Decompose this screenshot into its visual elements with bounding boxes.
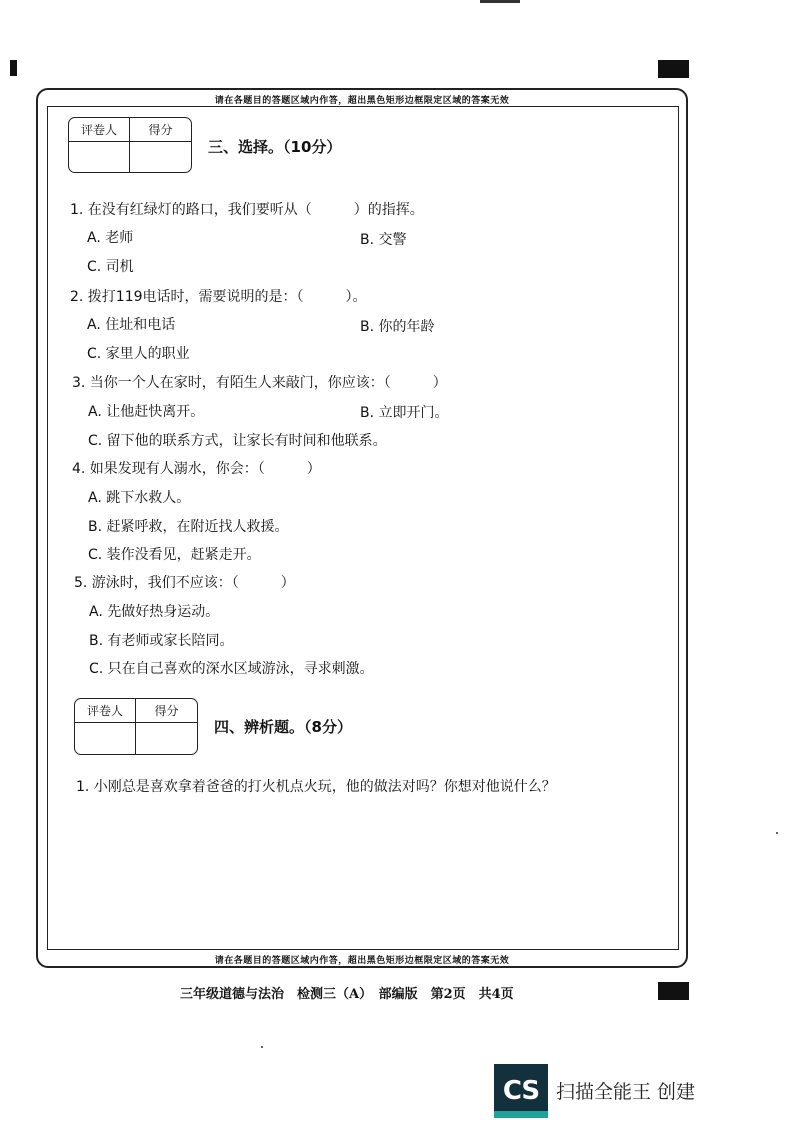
- question-1-stem: 1. 在没有红绿灯的路口，我们要听从（ ）的指挥。: [70, 202, 424, 218]
- scan-dot: [261, 1046, 263, 1048]
- question-1-option-a[interactable]: A. 老师: [87, 230, 134, 246]
- question-2-option-b[interactable]: B. 你的年龄: [360, 319, 435, 335]
- question-4-option-b[interactable]: B. 赶紧呼救，在附近找人救援。: [88, 519, 289, 535]
- question-3-option-c[interactable]: C. 留下他的联系方式，让家长有时间和他联系。: [88, 433, 387, 449]
- answer-area-notice-bottom: 请在各题目的答题区域内作答，超出黑色矩形边框限定区域的答案无效: [214, 956, 510, 966]
- camscanner-logo: [494, 1064, 548, 1118]
- question-5-stem: 5. 游泳时，我们不应该：（ ）: [74, 575, 295, 591]
- question-4-option-a[interactable]: A. 跳下水救人。: [88, 490, 191, 506]
- scan-edge-fragment: [480, 0, 520, 3]
- question-1-option-c[interactable]: C. 司机: [87, 259, 134, 275]
- question-2-option-a[interactable]: A. 住址和电话: [87, 317, 176, 333]
- score-table-section3: [68, 117, 192, 173]
- question-3-option-a[interactable]: A. 让他赶快离开。: [88, 404, 205, 420]
- score-label: 得分: [136, 699, 197, 723]
- grader-label: 评卷人: [75, 699, 136, 723]
- question-5-option-a[interactable]: A. 先做好热身运动。: [89, 604, 220, 620]
- registration-mark-bottom-right: [658, 982, 689, 1000]
- question-3-option-b[interactable]: B. 立即开门。: [360, 405, 449, 421]
- question-2-stem: 2. 拨打119电话时，需要说明的是：（ ）。: [70, 289, 367, 305]
- camscanner-label: 扫描全能王 创建: [556, 1081, 696, 1103]
- question-4-option-c[interactable]: C. 装作没看见，赶紧走开。: [88, 547, 261, 563]
- grader-field[interactable]: [69, 142, 130, 172]
- question-5-option-c[interactable]: C. 只在自己喜欢的深水区域游泳，寻求刺激。: [89, 661, 374, 677]
- camscanner-logo-text: CS: [502, 1076, 540, 1106]
- section3-title: 三、选择。（10分）: [208, 138, 342, 156]
- analysis-answer-area[interactable]: [76, 800, 666, 940]
- score-field[interactable]: [136, 723, 197, 754]
- question-3-stem: 3. 当你一个人在家时，有陌生人来敲门，你应该：（ ）: [72, 375, 447, 391]
- question-1-option-b[interactable]: B. 交警: [360, 232, 407, 248]
- score-field[interactable]: [130, 142, 191, 172]
- question-4-stem: 4. 如果发现有人溺水，你会：（ ）: [72, 461, 321, 477]
- camscanner-logo-accent: [494, 1111, 548, 1118]
- answer-area-notice-top: 请在各题目的答题区域内作答，超出黑色矩形边框限定区域的答案无效: [214, 96, 510, 106]
- score-table-section4: [74, 698, 198, 755]
- registration-mark-left: [10, 60, 17, 76]
- grader-field[interactable]: [75, 723, 136, 754]
- score-label: 得分: [130, 118, 191, 142]
- section4-title: 四、辨析题。（8分）: [214, 718, 352, 736]
- grader-label: 评卷人: [69, 118, 130, 142]
- analysis-question-1-stem: 1. 小刚总是喜欢拿着爸爸的打火机点火玩，他的做法对吗？你想对他说什么？: [76, 779, 556, 795]
- question-2-option-c[interactable]: C. 家里人的职业: [87, 346, 190, 362]
- scan-dot: [776, 832, 778, 834]
- page-footer: 三年级道德与法治 检测三（A） 部编版 第2页 共4页: [180, 987, 514, 1002]
- question-5-option-b[interactable]: B. 有老师或家长陪同。: [89, 633, 234, 649]
- registration-mark-top-right: [658, 60, 689, 78]
